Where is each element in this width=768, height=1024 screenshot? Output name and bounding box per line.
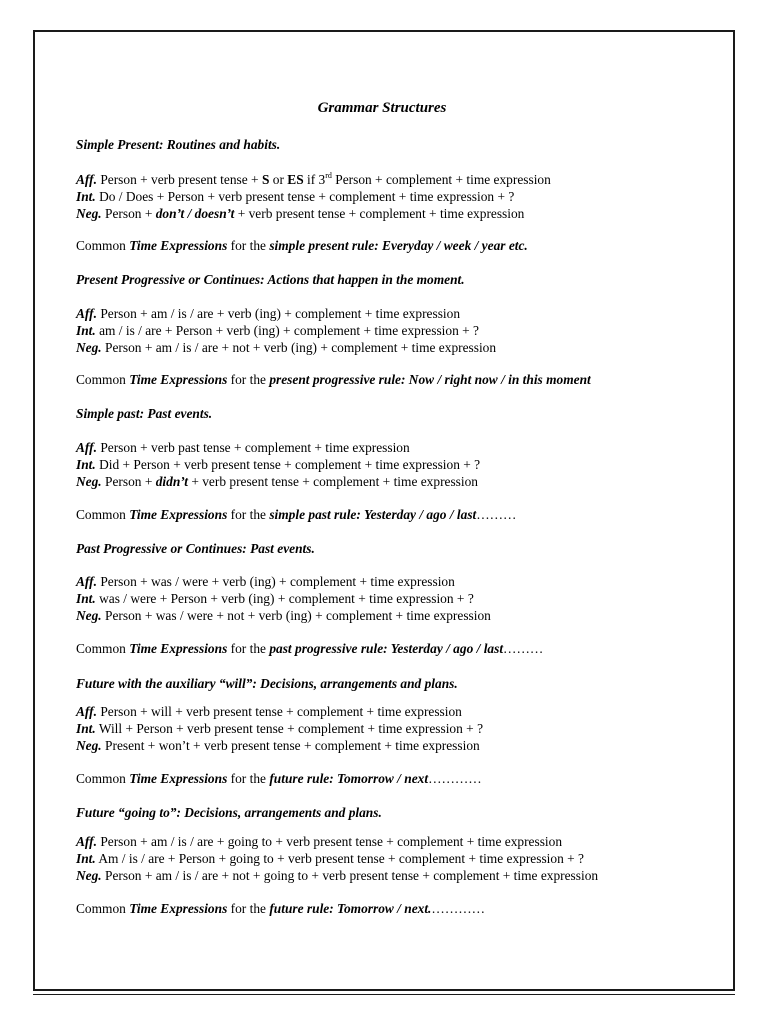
aff-text: Person + verb present tense + — [100, 172, 262, 187]
section-heading-future-going-to: Future “going to”: Decisions, arrangements and plans. — [76, 805, 382, 820]
neg-label: Neg. — [76, 608, 102, 623]
neg-text: + verb present tense + complement + time expression — [187, 474, 479, 489]
aff-label: Aff. — [76, 834, 97, 849]
int-text: Do / Does + Person + verb present tense + complement + time expression + ? — [99, 189, 515, 204]
section-heading-past-progressive: Past Progressive or Continues: Past events. — [76, 541, 315, 556]
int-text: Am / is / are + Person + going to + verb present tense + complement + time expression + ? — [98, 851, 584, 866]
time-expressions-label: Time Expressions — [129, 771, 228, 786]
aff-line — [76, 704, 462, 720]
int-text: Will + Person + verb present tense + complement + time expression + ? — [98, 721, 484, 736]
time-expressions-label: Time Expressions — [129, 641, 228, 656]
neg-text: Person + am / is / are + not + going to + verb present tense + complement + time expression — [105, 868, 599, 883]
common-text: Common — [76, 641, 130, 656]
aff-text: Person + complement + time expression — [331, 172, 551, 187]
time-expressions-label: Time Expressions — [129, 507, 228, 522]
neg-label: Neg. — [76, 474, 102, 489]
time-expressions-label: Time Expressions — [129, 372, 228, 387]
int-label: Int. — [76, 323, 96, 338]
aff-text: Person + am / is / are + going to + verb present tense + complement + time expression — [100, 834, 563, 849]
int-line — [76, 721, 483, 737]
int-text: was / were + Person + verb (ing) + complement + time expression + ? — [99, 591, 474, 606]
neg-label: Neg. — [76, 206, 102, 221]
common-time-expressions-line — [76, 771, 482, 787]
neg-auxiliary: didn’t — [155, 474, 188, 489]
ellipsis: ………… — [431, 901, 485, 916]
rule-examples: future rule: Tomorrow / next. — [269, 901, 432, 916]
aff-label: Aff. — [76, 574, 97, 589]
section-heading-simple-present: Simple Present: Routines and habits. — [76, 137, 281, 152]
int-line — [76, 591, 474, 607]
int-label: Int. — [76, 851, 96, 866]
common-time-expressions-line — [76, 238, 528, 254]
int-line — [76, 851, 584, 867]
aff-label: Aff. — [76, 306, 97, 321]
common-text: for the — [227, 901, 270, 916]
int-label: Int. — [76, 189, 96, 204]
section-heading-future-will: Future with the auxiliary “will”: Decisions, arrangements and plans. — [76, 676, 458, 691]
time-expressions-label: Time Expressions — [129, 238, 228, 253]
common-time-expressions-line — [76, 641, 543, 657]
common-text: for the — [227, 238, 270, 253]
int-text: am / is / are + Person + verb (ing) + complement + time expression + ? — [99, 323, 479, 338]
time-expressions-label: Time Expressions — [129, 901, 228, 916]
int-label: Int. — [76, 591, 96, 606]
neg-text: Person + am / is / are + not + verb (ing) + complement + time expression — [105, 340, 497, 355]
ellipsis: ……… — [476, 507, 517, 522]
section-heading-present-progressive: Present Progressive or Continues: Actions that happen in the moment. — [76, 272, 465, 287]
neg-text: Person + — [105, 206, 156, 221]
suffix-es: ES — [287, 172, 304, 187]
aff-line — [76, 440, 410, 456]
rule-examples: future rule: Tomorrow / next — [269, 771, 429, 786]
aff-label: Aff. — [76, 704, 97, 719]
int-label: Int. — [76, 721, 96, 736]
common-text: for the — [227, 771, 270, 786]
rule-examples: simple past rule: Yesterday / ago / last — [269, 507, 477, 522]
int-text: Did + Person + verb present tense + complement + time expression + ? — [99, 457, 481, 472]
int-label: Int. — [76, 457, 96, 472]
neg-text: Present + won’t + verb present tense + complement + time expression — [105, 738, 480, 753]
neg-label: Neg. — [76, 340, 102, 355]
document-title: Grammar Structures — [317, 100, 447, 116]
suffix-s: S — [261, 172, 270, 187]
ordinal-superscript: rd — [325, 171, 332, 180]
aff-label: Aff. — [76, 172, 97, 187]
neg-line — [76, 868, 598, 884]
aff-line — [76, 172, 551, 188]
common-time-expressions-line — [76, 507, 516, 523]
neg-text: Person + — [105, 474, 156, 489]
page-border-bottom-rule — [33, 994, 735, 995]
neg-text: + verb present tense + complement + time expression — [234, 206, 525, 221]
aff-line — [76, 306, 460, 322]
common-text: Common — [76, 238, 130, 253]
common-text: for the — [227, 641, 270, 656]
rule-examples: past progressive rule: Yesterday / ago / last — [269, 641, 504, 656]
aff-text: Person + will + verb present tense + complement + time expression — [100, 704, 462, 719]
section-heading-simple-past: Simple past: Past events. — [76, 406, 213, 421]
neg-label: Neg. — [76, 738, 102, 753]
common-text: Common — [76, 372, 130, 387]
common-time-expressions-line — [76, 372, 591, 388]
int-line — [76, 323, 479, 339]
neg-auxiliary: don’t / doesn’t — [155, 206, 235, 221]
common-text: Common — [76, 901, 130, 916]
common-text: for the — [227, 507, 270, 522]
neg-label: Neg. — [76, 868, 102, 883]
aff-label: Aff. — [76, 440, 97, 455]
ellipsis: ……… — [503, 641, 544, 656]
neg-line — [76, 340, 496, 356]
neg-line — [76, 738, 480, 754]
aff-line — [76, 574, 455, 590]
ellipsis: ………… — [428, 771, 482, 786]
common-time-expressions-line — [76, 901, 485, 917]
aff-text: Person + was / were + verb (ing) + complement + time expression — [100, 574, 455, 589]
aff-text: Person + am / is / are + verb (ing) + complement + time expression — [100, 306, 461, 321]
neg-line — [76, 206, 524, 222]
aff-text: if 3 — [303, 172, 326, 187]
aff-text: or — [269, 172, 288, 187]
aff-text: Person + verb past tense + complement + time expression — [100, 440, 410, 455]
int-line — [76, 189, 514, 205]
common-text: Common — [76, 507, 130, 522]
neg-text: Person + was / were + not + verb (ing) + complement + time expression — [105, 608, 491, 623]
rule-examples: present progressive rule: Now / right now / in this moment — [269, 372, 591, 387]
int-line — [76, 457, 480, 473]
common-text: Common — [76, 771, 130, 786]
aff-line — [76, 834, 562, 850]
neg-line — [76, 474, 478, 490]
neg-line — [76, 608, 491, 624]
rule-examples: simple present rule: Everyday / week / year etc. — [269, 238, 528, 253]
common-text: for the — [227, 372, 270, 387]
